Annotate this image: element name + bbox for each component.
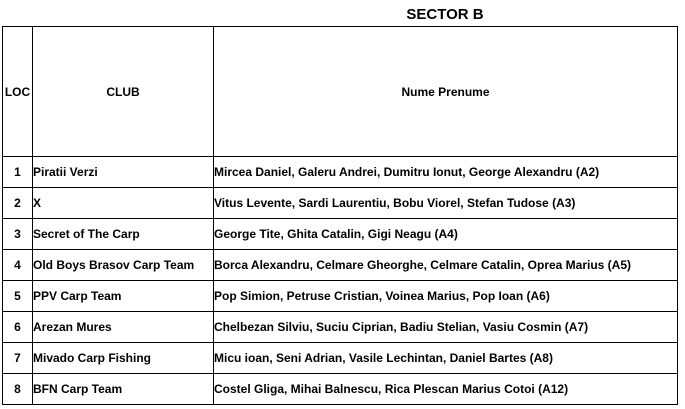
loc-cell: 2	[3, 188, 33, 219]
loc-cell: 3	[3, 219, 33, 250]
club-cell: X	[33, 188, 214, 219]
table-row	[3, 188, 678, 219]
names-cell: Mircea Daniel, Galeru Andrei, Dumitru Ionut, George Alexandru (A2)	[214, 157, 678, 188]
loc-cell: 1	[3, 157, 33, 188]
header-row	[3, 27, 678, 157]
names-cell: Chelbezan Silviu, Suciu Ciprian, Badiu Stelian, Vasiu Cosmin (A7)	[214, 312, 678, 343]
club-cell: Mivado Carp Fishing	[33, 343, 214, 374]
header-loc: LOC	[3, 27, 33, 157]
club-cell: BFN Carp Team	[33, 374, 214, 405]
loc-cell: 6	[3, 312, 33, 343]
loc-cell: 8	[3, 374, 33, 405]
club-cell: Piratii Verzi	[33, 157, 214, 188]
results-table	[2, 26, 678, 405]
club-cell: Old Boys Brasov Carp Team	[33, 250, 214, 281]
club-cell: Secret of The Carp	[33, 219, 214, 250]
table-row	[3, 374, 678, 405]
loc-cell: 4	[3, 250, 33, 281]
names-cell: Costel Gliga, Mihai Balnescu, Rica Plescan Marius Cotoi (A12)	[214, 374, 678, 405]
names-cell: Pop Simion, Petruse Cristian, Voinea Marius, Pop Ioan (A6)	[214, 281, 678, 312]
loc-cell: 7	[3, 343, 33, 374]
header-club: CLUB	[33, 27, 214, 157]
table-row	[3, 312, 678, 343]
loc-cell: 5	[3, 281, 33, 312]
names-cell: Borca Alexandru, Celmare Gheorghe, Celmare Catalin, Oprea Marius (A5)	[214, 250, 678, 281]
club-cell: Arezan Mures	[33, 312, 214, 343]
table-row	[3, 219, 678, 250]
names-cell: Micu ioan, Seni Adrian, Vasile Lechintan, Daniel Bartes (A8)	[214, 343, 678, 374]
names-cell: Vitus Levente, Sardi Laurentiu, Bobu Viorel, Stefan Tudose (A3)	[214, 188, 678, 219]
club-cell: PPV Carp Team	[33, 281, 214, 312]
table-row	[3, 157, 678, 188]
table-row	[3, 250, 678, 281]
table-row	[3, 343, 678, 374]
header-names: Nume Prenume	[214, 27, 678, 157]
sector-title: SECTOR B	[406, 6, 484, 23]
table-row	[3, 281, 678, 312]
names-cell: George Tite, Ghita Catalin, Gigi Neagu (A4)	[214, 219, 678, 250]
